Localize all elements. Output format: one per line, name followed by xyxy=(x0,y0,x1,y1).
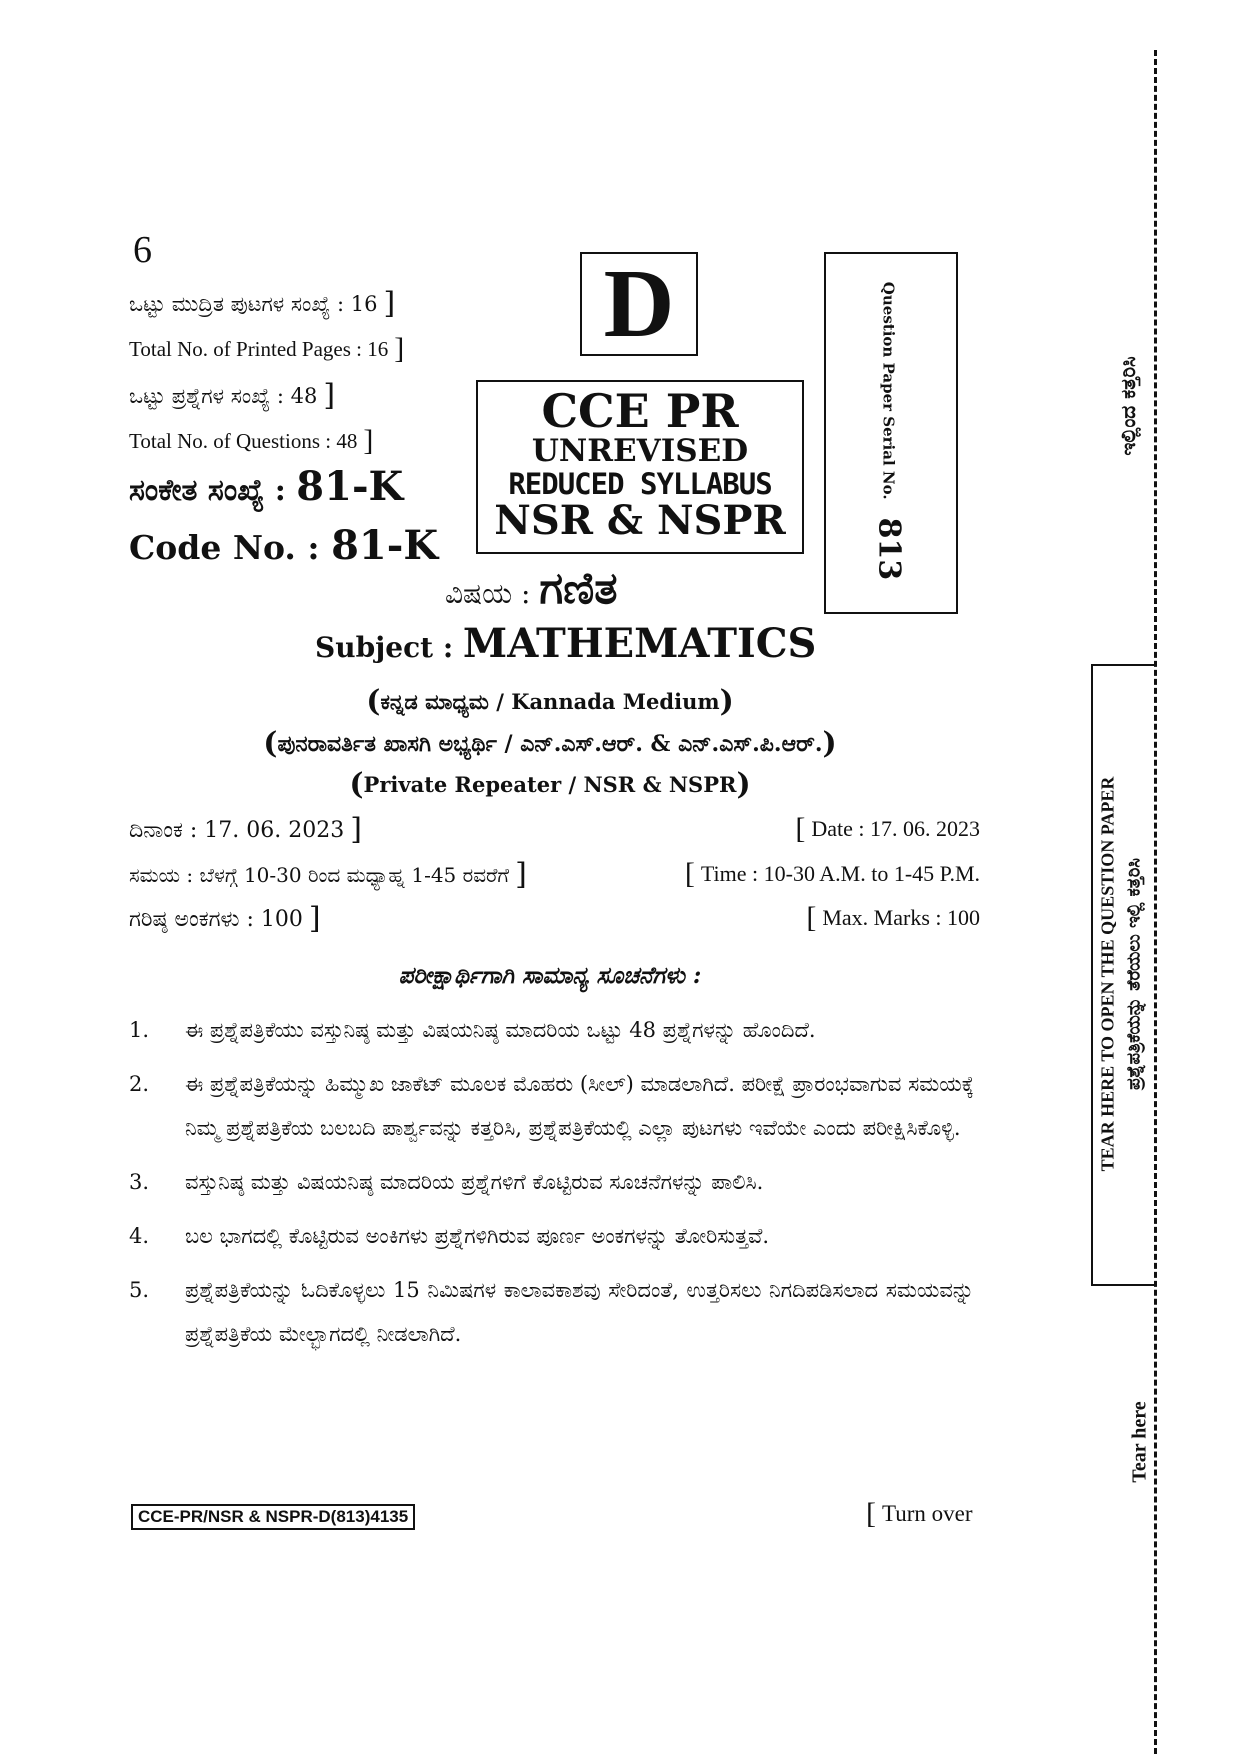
instruction-item xyxy=(129,1062,974,1150)
exam-line-1: CCE PR xyxy=(541,384,739,438)
subject-en-value: MATHEMATICS xyxy=(462,620,817,667)
page-number: 6 xyxy=(133,229,152,271)
paren-open: ( xyxy=(366,684,381,719)
repeater-kn-line xyxy=(120,724,980,759)
turn-over-text: Turn over xyxy=(882,1501,973,1526)
printed-pages-en xyxy=(129,330,404,364)
date-kn xyxy=(129,810,362,845)
footer-code: CCE-PR/NSR & NSPR-D(813)4135 xyxy=(131,1504,415,1530)
repeater-en-text: Private Repeater / NSR & NSPR xyxy=(363,772,737,797)
serial-label: Question Paper Serial No. xyxy=(880,281,898,500)
instructions-list xyxy=(129,1008,974,1366)
exam-line-3: REDUCED SYLLABUS xyxy=(508,467,772,501)
instruction-item xyxy=(129,1268,974,1356)
paren-open: ( xyxy=(349,767,364,802)
subject-kn xyxy=(445,563,618,614)
instruction-item xyxy=(129,1214,974,1258)
code-kn-label: ಸಂಕೇತ ಸಂಖ್ಯೆ : xyxy=(129,473,286,508)
printed-pages-kn-text: ಒಟ್ಟು ಮುದ್ರಿತ ಪುಟಗಳ ಸಂಖ್ಯೆ : 16 xyxy=(129,292,378,316)
bracket: ] xyxy=(350,812,362,847)
instruction-text: ಈ ಪ್ರಶ್ನೆಪತ್ರಿಕೆಯನ್ನು ಹಿಮ್ಮುಖ ಜಾಕೆಟ್ ಮೂಲಕ ಮೊಹರು (ಸೀಲ್) ಮಾಡಲಾಗಿದೆ. ಪರೀಕ್ಷೆ ಪ್ರಾರಂಭವಾಗುವ ಸಮಯಕ್ಕೆ ನಿಮ್ಮ ಪ್ರಶ್ನೆಪತ್ರಿಕೆಯ ಬಲಬದಿ ಪಾರ್ಶ್ವವನ್ನು ಕತ್ತರಿಸಿ, ಪ್ರಶ್ನೆಪತ್ರಿಕೆಯಲ್ಲಿ ಎಲ್ಲಾ ಪುಟಗಳು ಇವೆಯೇ ಎಂದು ಪರೀಕ್ಷಿಸಿಕೊಳ್ಳಿ. xyxy=(185,1072,974,1140)
subject-en xyxy=(315,620,816,667)
bracket: ] xyxy=(383,286,396,321)
serial-vertical xyxy=(872,282,907,580)
time-kn-text: ಸಮಯ : ಬೆಳಗ್ಗೆ 10-30 ರಿಂದ ಮಧ್ಯಾಹ್ನ 1-45 ರವರೆಗೆ xyxy=(129,863,510,887)
instruction-number: 4. xyxy=(129,1224,150,1248)
paren-close: ) xyxy=(822,726,837,761)
date-en xyxy=(795,810,980,844)
tear-open-en: TEAR HERE TO OPEN THE QUESTION PAPER xyxy=(1097,776,1118,1172)
marks-kn-text: ಗರಿಷ್ಠ ಅಂಕಗಳು : 100 xyxy=(129,907,303,932)
code-en-label: Code No. : xyxy=(129,528,320,567)
tear-open-kn: ಪ್ರಶ್ನೆಪತ್ರಿಕೆಯನ್ನು ತೆರೆಯಲು ಇಲ್ಲಿ ಕತ್ತರಿಸಿ xyxy=(1123,858,1145,1090)
open-bracket: [ xyxy=(795,812,806,845)
instruction-number: 2. xyxy=(129,1072,150,1096)
exam-box xyxy=(476,380,804,554)
open-bracket: [ xyxy=(684,857,695,890)
code-kn-value: 81-K xyxy=(296,463,404,510)
instruction-item xyxy=(129,1008,974,1052)
subject-kn-label: ವಿಷಯ : xyxy=(445,577,531,610)
bracket: ] xyxy=(515,857,527,892)
instructions-title: ಪರೀಕ್ಷಾರ್ಥಿಗಾಗಿ ಸಾಮಾನ್ಯ ಸೂಚನೆಗಳು : xyxy=(398,962,702,989)
questions-count-en-text: Total No. of Questions : 48 xyxy=(129,429,358,453)
medium-text: ಕನ್ನಡ ಮಾಧ್ಯಮ / Kannada Medium xyxy=(380,689,720,714)
open-bracket: [ xyxy=(806,901,817,934)
code-en-value: 81-K xyxy=(331,522,439,569)
marks-en xyxy=(806,899,980,933)
bracket: ] xyxy=(363,424,374,457)
bracket: ] xyxy=(308,901,321,936)
open-bracket: [ xyxy=(866,1497,876,1530)
paren-close: ) xyxy=(736,767,751,802)
instruction-text: ಪ್ರಶ್ನೆಪತ್ರಿಕೆಯನ್ನು ಓದಿಕೊಳ್ಳಲು 15 ನಿಮಿಷಗಳ ಕಾಲಾವಕಾಶವು ಸೇರಿದಂತೆ, ಉತ್ತರಿಸಲು ನಿಗದಿಪಡಿಸಲಾದ ಸಮಯವನ್ನು ಪ್ರಶ್ನೆಪತ್ರಿಕೆಯ ಮೇಲ್ಭಾಗದಲ್ಲಿ ನೀಡಲಾಗಿದೆ. xyxy=(185,1278,974,1346)
instruction-text: ವಸ್ತುನಿಷ್ಠ ಮತ್ತು ವಿಷಯನಿಷ್ಠ ಮಾದರಿಯ ಪ್ರಶ್ನೆಗಳಿಗೆ ಕೊಟ್ಟಿರುವ ಸೂಚನೆಗಳನ್ನು ಪಾಲಿಸಿ. xyxy=(185,1170,764,1194)
questions-count-kn xyxy=(129,376,335,411)
code-kn xyxy=(129,463,403,510)
time-kn xyxy=(129,855,527,890)
bracket: ] xyxy=(323,378,336,413)
bracket: ] xyxy=(394,332,405,365)
instruction-number: 1. xyxy=(129,1018,150,1042)
marks-kn xyxy=(129,899,321,934)
questions-count-kn-text: ಒಟ್ಟು ಪ್ರಶ್ನೆಗಳ ಸಂಖ್ಯೆ : 48 xyxy=(129,384,318,408)
instruction-number: 3. xyxy=(129,1170,150,1194)
code-en xyxy=(129,522,438,569)
time-en xyxy=(685,855,980,889)
medium-line xyxy=(120,682,980,717)
instruction-text: ಬಲ ಭಾಗದಲ್ಲಿ ಕೊಟ್ಟಿರುವ ಅಂಕಿಗಳು ಪ್ರಶ್ನೆಗಳಿಗಿರುವ ಪೂರ್ಣ ಅಂಕಗಳನ್ನು ತೋರಿಸುತ್ತವೆ. xyxy=(185,1224,770,1248)
paren-open: ( xyxy=(263,726,278,761)
exam-line-2: UNREVISED xyxy=(531,433,749,469)
date-kn-text: ದಿನಾಂಕ : 17. 06. 2023 xyxy=(129,818,345,843)
printed-pages-kn xyxy=(129,284,395,319)
date-en-text: Date : 17. 06. 2023 xyxy=(811,816,980,841)
instruction-number: 5. xyxy=(129,1278,150,1302)
exam-line-4: NSR & NSPR xyxy=(494,497,786,544)
turn-over xyxy=(866,1495,973,1529)
repeater-kn-text: ಪುನರಾವರ್ತಿತ ಖಾಸಗಿ ಅಭ್ಯರ್ಥಿ / ಎನ್.ಎಸ್.ಆರ್. & ಎನ್.ಎಸ್.ಪಿ.ಆರ್. xyxy=(277,731,823,757)
cut-here-kn: ಇಲ್ಲಿಂದ ಕತ್ತರಿಸಿ xyxy=(1116,356,1140,456)
version-box: D xyxy=(580,252,698,356)
tear-here: Tear here xyxy=(1128,1401,1151,1483)
printed-pages-en-text: Total No. of Printed Pages : 16 xyxy=(129,337,389,361)
questions-count-en xyxy=(129,422,373,456)
repeater-en-line xyxy=(120,765,980,800)
time-en-text: Time : 10-30 A.M. to 1-45 P.M. xyxy=(700,861,980,886)
instruction-text: ಈ ಪ್ರಶ್ನೆಪತ್ರಿಕೆಯು ವಸ್ತುನಿಷ್ಠ ಮತ್ತು ವಿಷಯನಿಷ್ಠ ಮಾದರಿಯ ಒಟ್ಟು 48 ಪ್ರಶ್ನೆಗಳನ್ನು ಹೊಂದಿದೆ. xyxy=(185,1018,816,1042)
subject-kn-value: ಗಣಿತ xyxy=(539,563,618,614)
serial-number: 813 xyxy=(871,517,907,581)
paren-close: ) xyxy=(719,684,734,719)
marks-en-text: Max. Marks : 100 xyxy=(822,905,980,930)
subject-en-label: Subject : xyxy=(315,631,454,664)
instruction-item xyxy=(129,1160,974,1204)
